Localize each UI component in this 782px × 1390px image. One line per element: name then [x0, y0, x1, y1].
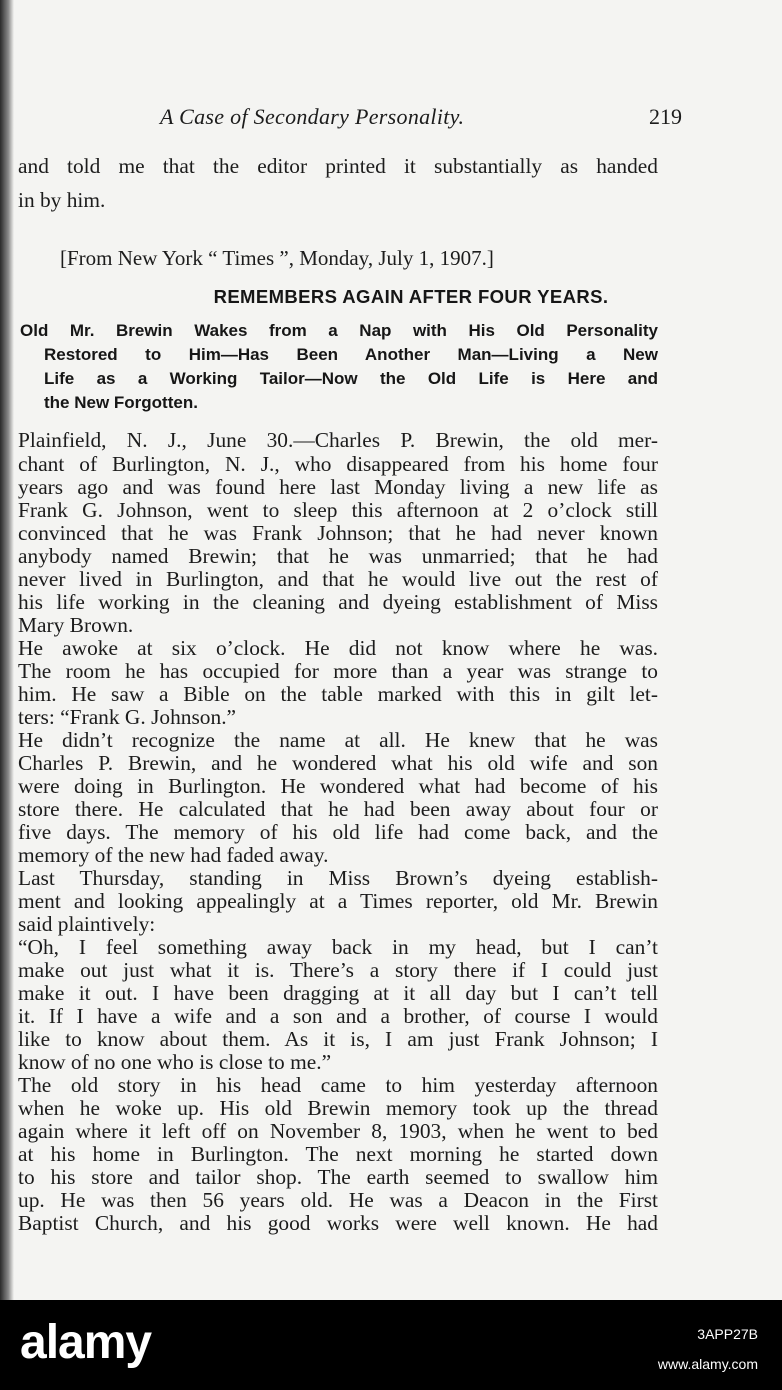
- intro-line: in by him.: [18, 188, 106, 212]
- body-line: ment and looking appealingly at a Times reporter, old Mr. Brewin: [18, 889, 658, 913]
- body-line: chant of Burlington, N. J., who disappeared from his home four: [18, 452, 658, 476]
- body-line: Frank G. Johnson, went to sleep this afternoon at 2 o’clock still: [18, 498, 658, 522]
- body-line: Last Thursday, standing in Miss Brown’s dyeing establish-: [18, 866, 658, 890]
- body-line: never lived in Burlington, and that he would live out the rest of: [18, 567, 658, 591]
- body-line: Baptist Church, and his good works were well known. He had: [18, 1211, 658, 1235]
- body-line: make out just what it is. There’s a story there if I could just: [18, 958, 658, 982]
- body-line: The old story in his head came to him yesterday afternoon: [18, 1073, 658, 1097]
- body-line: said plaintively:: [18, 912, 156, 936]
- body-line: store there. He calculated that he had been away about four or: [18, 797, 658, 821]
- body-line: convinced that he was Frank Johnson; that he had never known: [18, 521, 658, 545]
- source-note: [From New York “ Times ”, Monday, July 1, 1907.]: [60, 246, 494, 270]
- body-line: “Oh, I feel something away back in my head, but I can’t: [18, 935, 658, 959]
- body-line: up. He was then 56 years old. He was a Deacon in the First: [18, 1188, 658, 1212]
- subheadline-line: the New Forgotten.: [44, 393, 198, 412]
- body-line: know of no one who is close to me.”: [18, 1050, 332, 1074]
- body-line: were doing in Burlington. He wondered what had become of his: [18, 774, 658, 798]
- body-line: to his store and tailor shop. The earth seemed to swallow him: [18, 1165, 658, 1189]
- body-line: five days. The memory of his old life had come back, and the: [18, 820, 658, 844]
- body-line: He awoke at six o’clock. He did not know where he was.: [18, 636, 658, 660]
- body-line: years ago and was found here last Monday living a new life as: [18, 475, 658, 499]
- body-line: The room he has occupied for more than a year was strange to: [18, 659, 658, 683]
- watermark-url: www.alamy.com: [657, 1356, 758, 1372]
- running-head: [0, 104, 782, 138]
- body-line: anybody named Brewin; that he was unmarried; that he had: [18, 544, 658, 568]
- body-line: Mary Brown.: [18, 613, 134, 637]
- body-line: at his home in Burlington. The next morning he started down: [18, 1142, 658, 1166]
- body-line: him. He saw a Bible on the table marked with this in gilt let-: [18, 682, 658, 706]
- subheadline-line: Old Mr. Brewin Wakes from a Nap with His Old Personality: [20, 321, 658, 340]
- body-line: when he woke up. His old Brewin memory took up the thread: [18, 1096, 658, 1120]
- body-line: Plainfield, N. J., June 30.—Charles P. Brewin, the old mer-: [18, 428, 658, 452]
- body-line: memory of the new had faded away.: [18, 843, 329, 867]
- subheadline-line: Restored to Him—Has Been Another Man—Living a New: [44, 345, 658, 364]
- intro-line: and told me that the editor printed it substantially as handed: [18, 154, 658, 178]
- running-title: A Case of Secondary Personality.: [160, 104, 465, 129]
- body-line: make it out. I have been dragging at it all day but I can’t tell: [18, 981, 658, 1005]
- page-number: 219: [649, 104, 682, 129]
- body-line: ters: “Frank G. Johnson.”: [18, 705, 237, 729]
- body-line: his life working in the cleaning and dyeing establishment of Miss: [18, 590, 658, 614]
- body-line: it. If I have a wife and a son and a brother, of course I would: [18, 1004, 658, 1028]
- binding-shadow: [0, 0, 14, 1300]
- subheadline-line: Life as a Working Tailor—Now the Old Life is Here and: [44, 369, 658, 388]
- body-line: Charles P. Brewin, and he wondered what his old wife and son: [18, 751, 658, 775]
- alamy-logo: alamy: [20, 1316, 152, 1369]
- body-line: like to know about them. As it is, I am just Frank Johnson; I: [18, 1027, 658, 1051]
- image-id-label: 3APP27B: [697, 1326, 758, 1342]
- body-line: again where it left off on November 8, 1903, when he went to bed: [18, 1119, 658, 1143]
- article-headline: REMEMBERS AGAIN AFTER FOUR YEARS.: [213, 286, 609, 307]
- body-line: He didn’t recognize the name at all. He knew that he was: [18, 728, 658, 752]
